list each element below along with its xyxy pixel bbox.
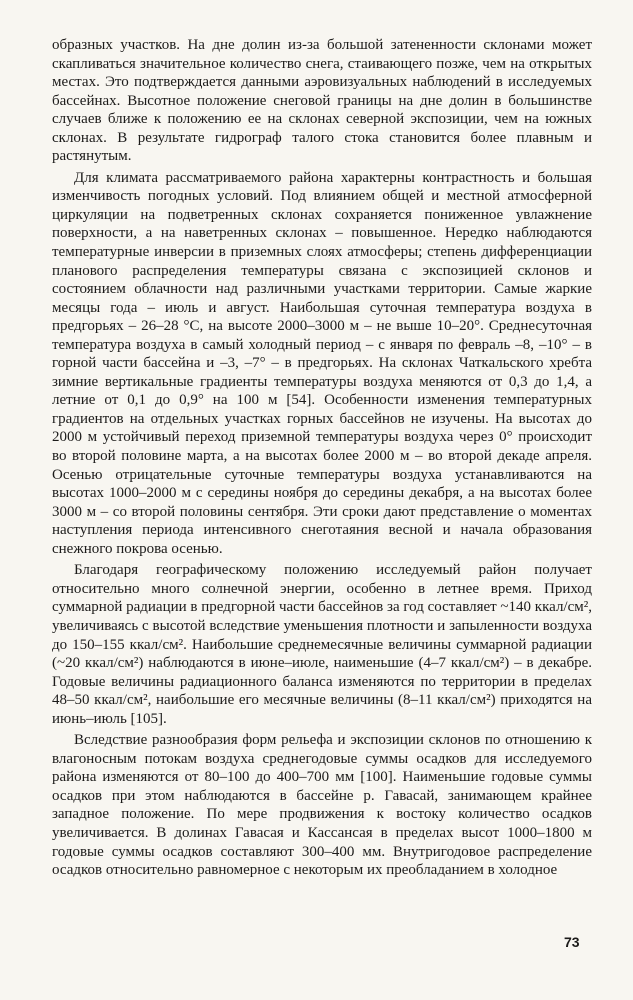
paragraph-4: Вследствие разнообразия форм рельефа и экспозиции склонов по отношению к влагоносным потокам воздуха среднегодовые суммы осадков для исследуемого района изменяются от 80–100 до 400–700 мм [100]. Наименьшие годовые суммы осадков при этом наблюдаются в бассейне р. Гавасай, занимающем крайнее западное положение. По мере продвижения к востоку количество осадков увеличивается. В долинах Гавасая и Кассансая в пределах высот 1000–1800 м годовые суммы осадков составляют 300–400 мм. Внутригодовое распределение осадков относительно равномерное с некоторым их преобладанием в холодное bbox=[52, 732, 592, 879]
paragraph-1: образных участков. На дне долин из-за большой затененности склонами может скапливаться значительное количество снега, стаивающего позже, чем на открытых местах. Это подтверждается данными аэровизуальных наблюдений в исследуемых бассейнах. Высотное положение снеговой границы на дне долин в большинстве случаев ближе к положению ее на склонах северной экспозиции, чем на южных склонах. В результате гидрограф талого стока становится более плавным и растянутым. bbox=[52, 37, 592, 165]
page-number: 73 bbox=[564, 934, 580, 950]
body-text bbox=[52, 36, 592, 883]
paragraph-2: Для климата рассматриваемого района характерны контрастность и большая изменчивость погодных условий. Под влиянием общей и местной атмосферной циркуляции на подветренных склонах сохраняется пониженное увлажнение поверхности, а на наветренных склонах – повышенное. Нередко наблюдаются температурные инверсии в приземных слоях атмосферы; степень дифференциации планового распределения температуры связана с экспозицией склонов и состоянием облачности над различными участками территории. Самые жаркие месяцы года – июль и август. Наибольшая суточная температура воздуха в предгорьях – 26–28 °С, на высоте 2000–3000 м – не выше 10–20°. Среднесуточная температура воздуха в самый холодный период – с января по февраль –8, –10° – в горной части бассейна и –3, –7° – в предгорьях. На склонах Чаткальского хребта зимние вертикальные градиенты температуры воздуха меняются от 0,3 до 1,4, а летние от 0,1 до 0,9° на 100 м [54]. Особенности изменения температурных градиентов на отдельных участках горных бассейнов не изучены. На высотах до 2000 м устойчивый переход приземной температуры воздуха через 0° происходит во второй половине марта, а на высотах более 2000 м – во второй декаде апреля. Осенью отрицательные суточные температуры воздуха устанавливаются на высотах 1000–2000 м с середины ноября до середины декабря, а на высотах более 3000 м – со второй половины сентября. Эти сроки дают представление о моментах наступления периода интенсивного снеготаяния весной и начала образования снежного покрова осенью. bbox=[52, 169, 592, 557]
paragraph-3: Благодаря географическому положению исследуемый район получает относительно много солнечной энергии, особенно в летнее время. Приход суммарной радиации в предгорной части бассейнов за год составляет ~140 ккал/см², увеличиваясь с высотой вследствие уменьшения плотности и запыленности воздуха до 150–155 ккал/см². Наибольшие среднемесячные величины суммарной радиации (~20 ккал/см²) наблюдаются в июне–июле, наименьшие (4–7 ккал/см²) – в декабре. Годовые величины радиационного баланса изменяются по территории в пределах 48–50 ккал/см², наибольшие его месячные величины (8–11 ккал/см²) приходятся на июнь–июль [105]. bbox=[52, 562, 592, 727]
